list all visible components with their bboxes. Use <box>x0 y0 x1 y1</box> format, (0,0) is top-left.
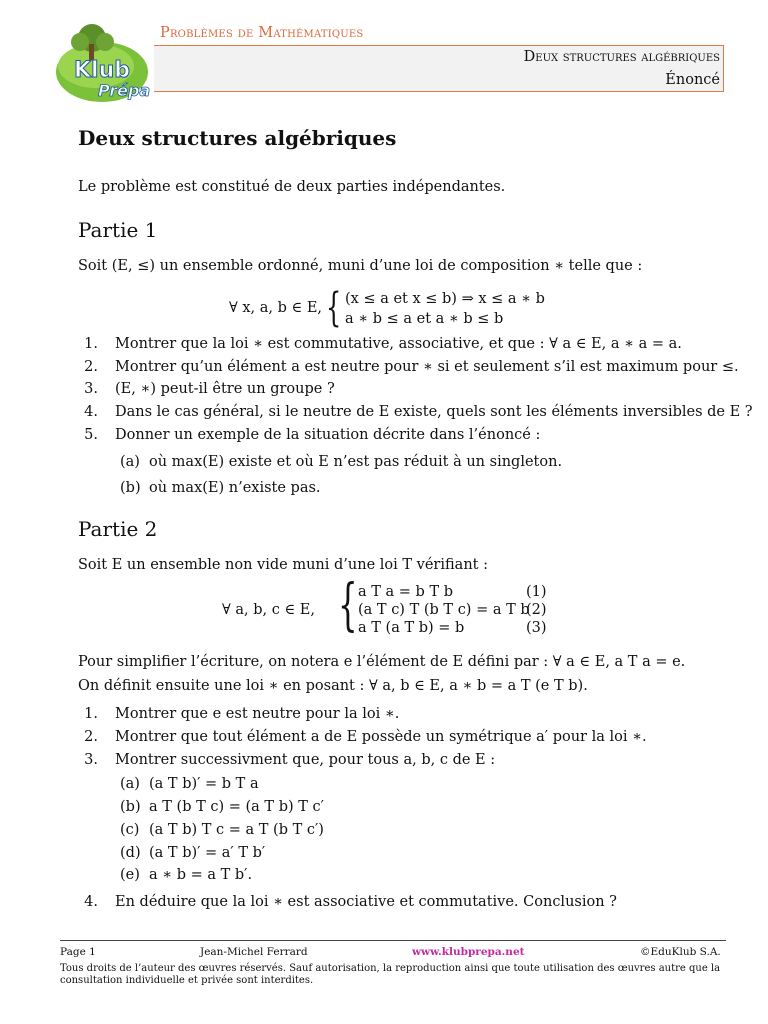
part2-heading: Partie 2 <box>78 517 158 541</box>
part2-line2: On définit ensuite une loi ∗ en posant : ∀ a, b ∈ E, a ∗ b = a T (e T b). <box>78 678 588 694</box>
left-brace: { <box>338 573 358 638</box>
left-brace: { <box>326 285 342 331</box>
part1-formula-line2: a ∗ b ≤ a et a ∗ b ≤ b <box>345 311 504 327</box>
part1-heading: Partie 1 <box>78 218 158 242</box>
equation-3: a T (a T b) = b <box>358 620 465 636</box>
footer-url-link[interactable]: www.klubprepa.net <box>412 946 525 958</box>
part1-formula-line1: (x ≤ a et x ≤ b) ⇒ x ≤ a ∗ b <box>345 291 545 307</box>
footer-page: Page 1 <box>60 946 96 958</box>
part1-formula-prefix: ∀ x, a, b ∈ E, <box>229 300 323 316</box>
part2-premise: Soit E un ensemble non vide muni d’une loi T vérifiant : <box>78 557 488 573</box>
document-title: Deux structures algébriques <box>78 126 397 150</box>
part1-premise: Soit (E, ≤) un ensemble ordonné, muni d’une loi de composition ∗ telle que : <box>78 258 643 274</box>
equation-tag-3: (3) <box>526 620 547 636</box>
part2-line1: Pour simplifier l’écriture, on notera e l’élément de E défini par : ∀ a ∈ E, a T a = e. <box>78 654 686 670</box>
part2-formula-prefix: ∀ a, b, c ∈ E, <box>222 602 315 618</box>
equation-tag-1: (1) <box>526 584 547 600</box>
series-title: Problèmes de Mathématiques <box>160 25 364 41</box>
footer-rule <box>60 940 726 941</box>
intro-text: Le problème est constitué de deux parties indépendantes. <box>78 179 506 195</box>
footer-copyright: ©EduKlub S.A. <box>640 946 721 958</box>
equation-2: (a T c) T (b T c) = a T b <box>358 602 530 618</box>
footer-author: Jean-Michel Ferrard <box>200 946 308 958</box>
header-title: Deux structures algébriques <box>523 49 720 65</box>
equation-tag-2: (2) <box>526 602 547 618</box>
klubprepa-logo <box>52 22 152 104</box>
header-rule <box>154 45 724 46</box>
header-subtitle: Énoncé <box>665 72 720 88</box>
svg-text:Prépa: Prépa <box>98 81 151 100</box>
footer-rights: Tous droits de l’auteur des œuvres réservés. Sauf autorisation, la reproduction ainsi que toute utilisation des œuvres autre que la consultation individuelle et privée sont interdites. <box>60 963 721 986</box>
svg-text:Klub: Klub <box>74 58 130 83</box>
equation-1: a T a = b T b <box>358 584 454 600</box>
